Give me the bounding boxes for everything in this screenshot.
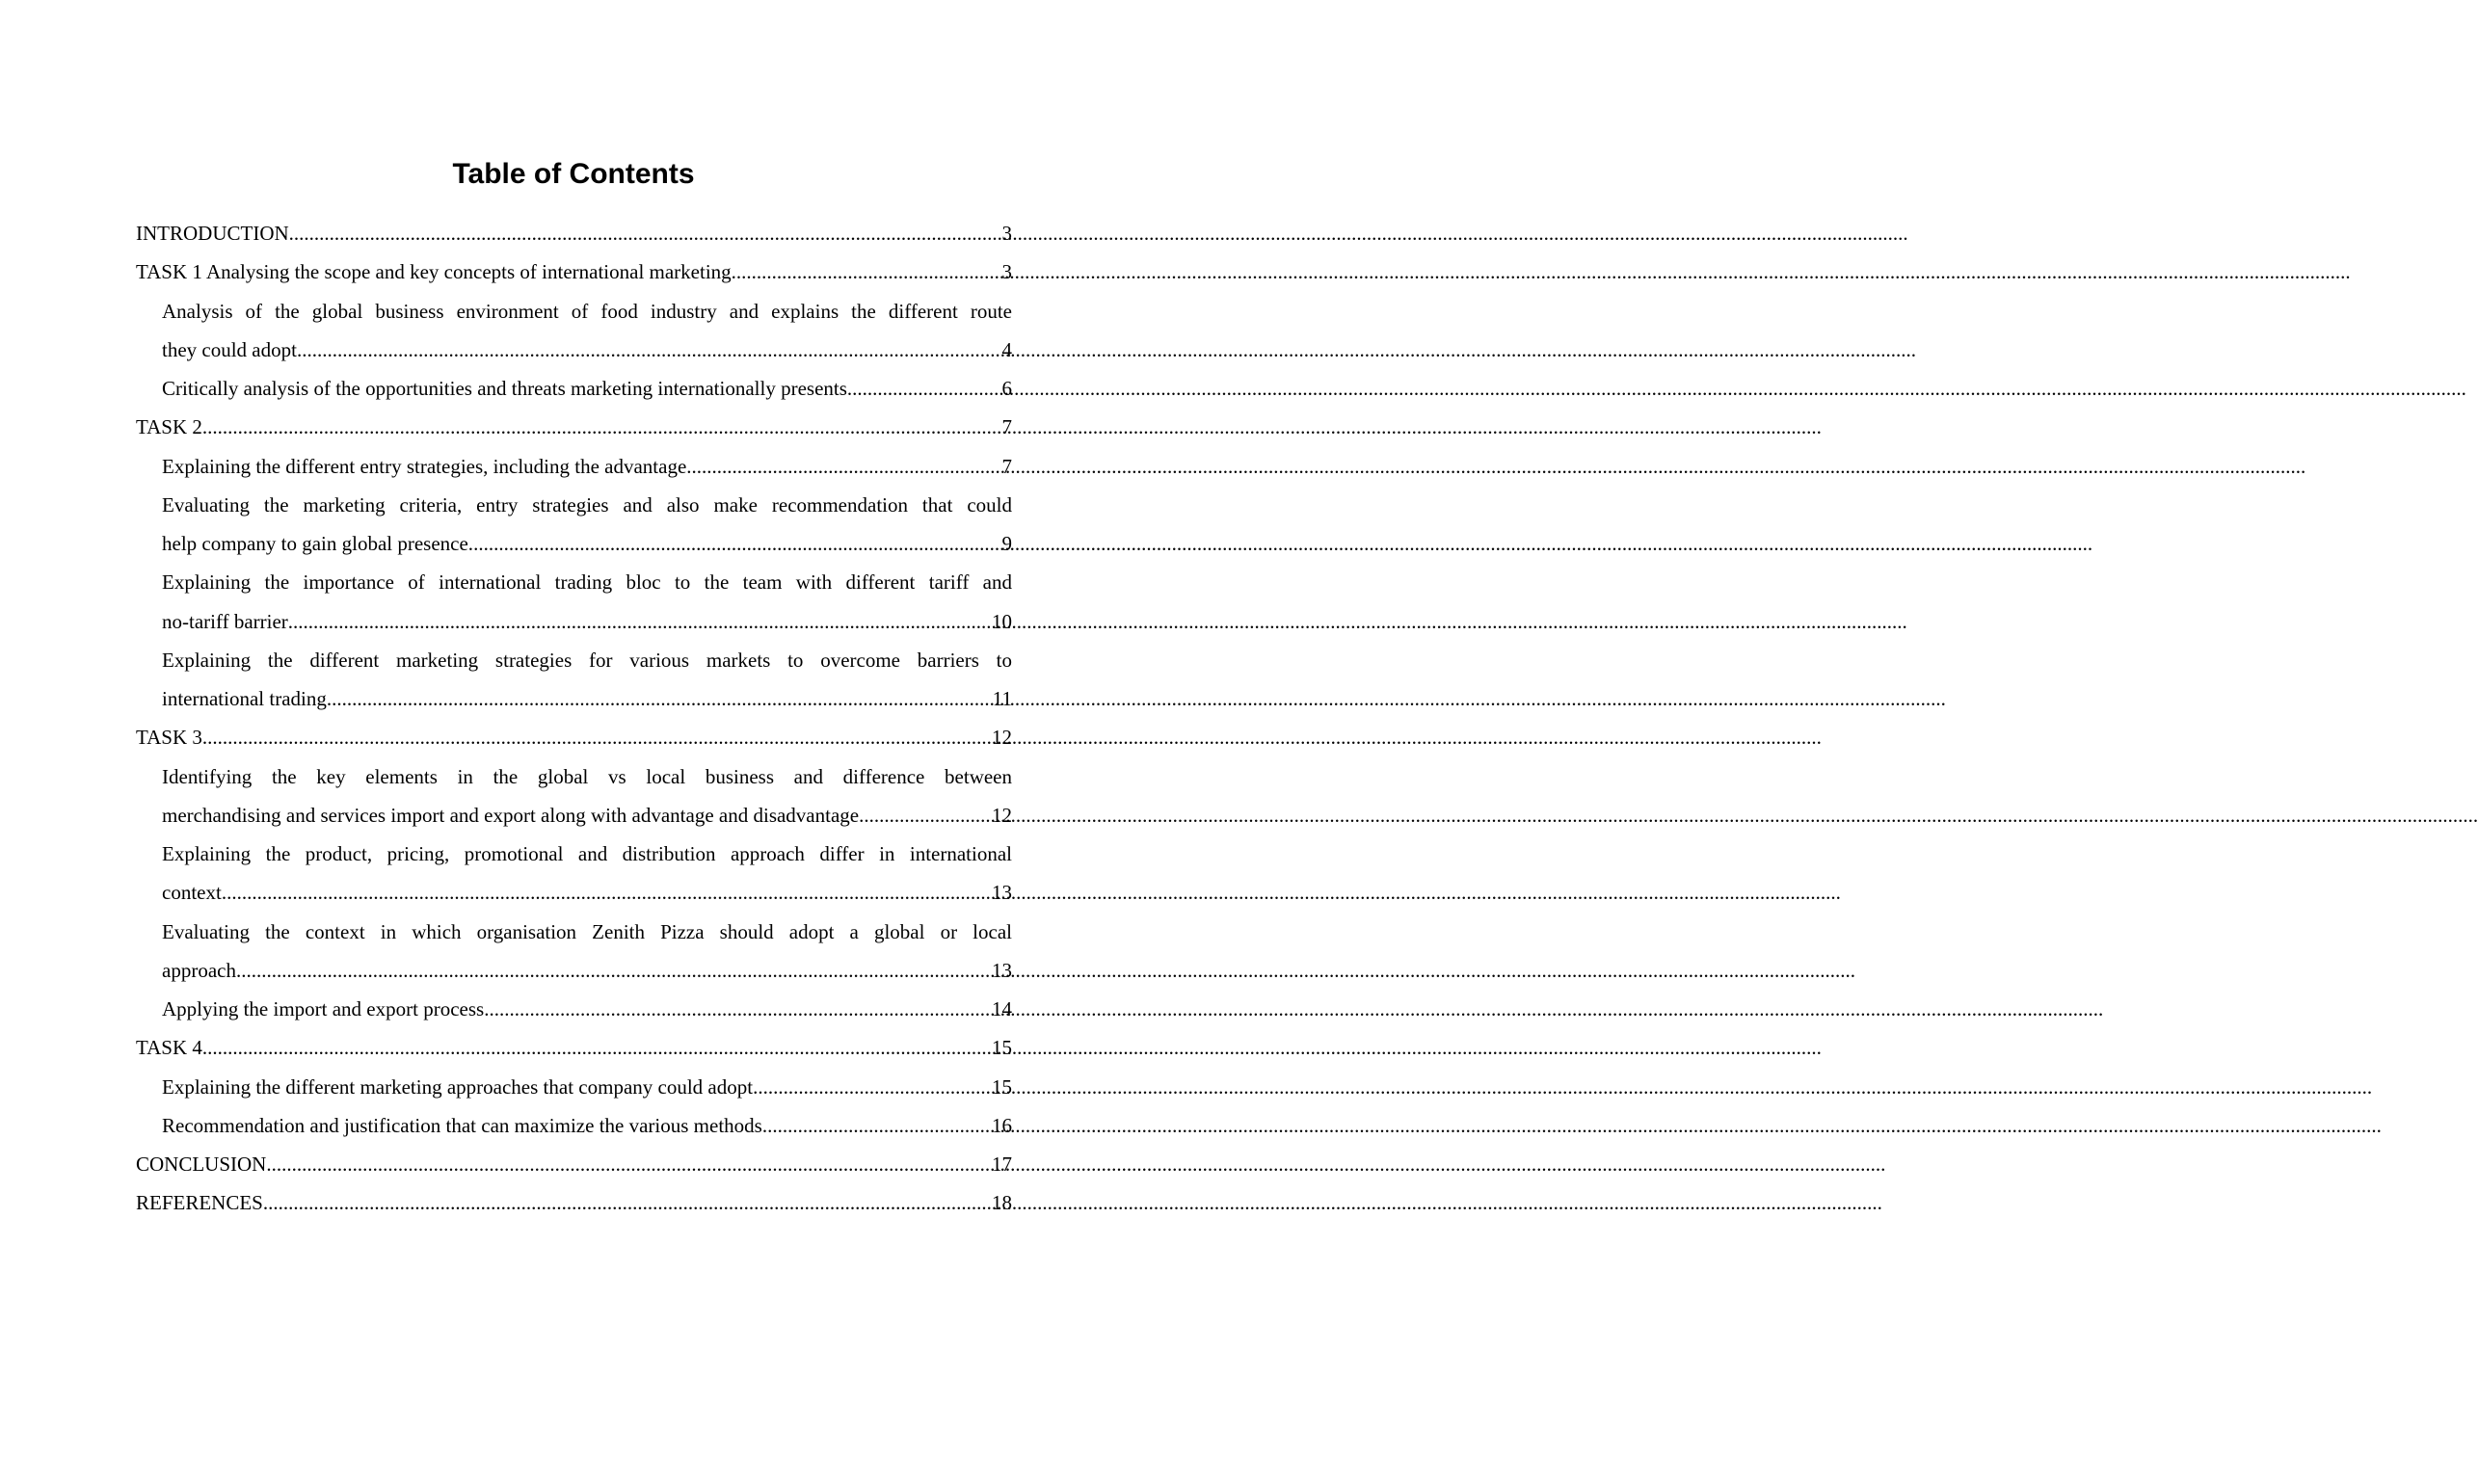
toc-page-number: 4 bbox=[1001, 337, 1012, 361]
toc-entry-text: context bbox=[162, 881, 222, 905]
toc-entry-text-line-1: Evaluating the context in which organisation Zenith Pizza should adopt a global or local bbox=[162, 919, 1012, 943]
dot-leader bbox=[202, 408, 1002, 446]
dot-leader bbox=[327, 679, 993, 718]
toc-entry-text: no-tariff barrier bbox=[162, 609, 288, 633]
toc-page-number: 13 bbox=[992, 881, 1012, 905]
dot-leader bbox=[859, 796, 992, 835]
toc-entry-text: approach bbox=[162, 958, 236, 982]
toc-entry-text: international trading bbox=[162, 687, 327, 710]
dot-leader bbox=[686, 447, 1001, 486]
toc-entry-zenith-pizza[interactable] bbox=[162, 913, 1012, 991]
toc-entry-text: help company to gain global presence. bbox=[162, 532, 474, 555]
toc-entry-marketing-strategies[interactable] bbox=[162, 641, 1012, 719]
dot-leader bbox=[222, 873, 992, 912]
toc-entry-conclusion[interactable] bbox=[136, 1145, 1012, 1183]
toc-entry-marketing-approaches[interactable] bbox=[162, 1068, 1012, 1106]
toc-entry-text: TASK 2 bbox=[136, 415, 202, 439]
toc-entry-task-1[interactable] bbox=[136, 252, 1012, 291]
toc-entry-introduction[interactable] bbox=[136, 214, 1012, 252]
toc-entry-text-line-1: Evaluating the marketing criteria, entry strategies and also make recommendation that could bbox=[162, 492, 1012, 517]
toc-title: Table of Contents bbox=[452, 158, 695, 190]
toc-page-number: 9 bbox=[1001, 532, 1012, 555]
toc-page-number: 6 bbox=[1001, 377, 1012, 400]
toc-page-number: 3 bbox=[1001, 260, 1012, 284]
toc-page-number: 17 bbox=[992, 1153, 1012, 1176]
dot-leader bbox=[753, 1068, 992, 1106]
table-of-contents bbox=[136, 214, 1012, 1223]
toc-entry-text: TASK 3 bbox=[136, 726, 202, 750]
toc-entry-import-export[interactable] bbox=[162, 990, 1012, 1028]
toc-entry-text-line-1: Explaining the different marketing strategies for various markets to overcome barriers to bbox=[162, 648, 1012, 672]
toc-entry-global-business-environment[interactable] bbox=[162, 292, 1012, 370]
dot-leader bbox=[288, 602, 992, 641]
toc-page-number: 18 bbox=[992, 1191, 1012, 1215]
toc-page-number: 12 bbox=[992, 803, 1012, 827]
toc-page-number: 15 bbox=[992, 1074, 1012, 1099]
toc-entry-product-pricing[interactable] bbox=[162, 835, 1012, 913]
document-page bbox=[0, 0, 1147, 1484]
toc-entry-references[interactable] bbox=[136, 1183, 1012, 1222]
dot-leader bbox=[762, 1106, 992, 1145]
dot-leader bbox=[202, 1028, 992, 1067]
toc-entry-text: merchandising and services import and export along with advantage and disadvantage bbox=[162, 803, 860, 827]
toc-entry-text-line-1: Analysis of the global business environment of food industry and explains the different route bbox=[162, 299, 1012, 323]
toc-entry-entry-strategies[interactable] bbox=[162, 447, 1012, 486]
toc-entry-text: they could adopt bbox=[162, 337, 297, 361]
toc-entry-marketing-criteria[interactable] bbox=[162, 486, 1012, 564]
dot-leader bbox=[236, 951, 992, 990]
dot-leader bbox=[297, 331, 1002, 369]
dot-leader bbox=[266, 1145, 992, 1183]
dot-leader bbox=[202, 718, 992, 756]
toc-entry-task-3[interactable] bbox=[136, 718, 1012, 756]
toc-entry-trading-bloc[interactable] bbox=[162, 563, 1012, 641]
toc-page-number: 12 bbox=[992, 726, 1012, 750]
toc-page-number: 3 bbox=[1001, 222, 1012, 245]
dot-leader bbox=[473, 524, 1001, 563]
toc-entry-text: Applying the import and export process bbox=[162, 997, 485, 1020]
toc-page-number: 7 bbox=[1001, 454, 1012, 478]
toc-entry-text: Recommendation and justification that can maximize the various methods bbox=[162, 1113, 762, 1137]
toc-entry-text-line-1: Explaining the product, pricing, promotional and distribution approach differ in international bbox=[162, 842, 1012, 865]
toc-entry-text: TASK 1 Analysing the scope and key concepts of international marketing bbox=[136, 260, 732, 284]
toc-entry-text: Explaining the different marketing approaches that company could adopt bbox=[162, 1074, 754, 1099]
toc-page-number: 14 bbox=[992, 997, 1012, 1020]
dot-leader bbox=[289, 214, 1002, 252]
toc-entry-opportunities-threats[interactable] bbox=[162, 369, 1012, 408]
toc-entry-text-line-1: Explaining the importance of international trading bloc to the team with different tariff and bbox=[162, 570, 1012, 595]
toc-entry-text-line-1: Identifying the key elements in the global vs local business and difference between bbox=[162, 764, 1012, 788]
toc-entry-text: TASK 4 bbox=[136, 1036, 202, 1060]
toc-page-number: 10 bbox=[992, 609, 1012, 633]
toc-entry-text: Explaining the different entry strategies, including the advantage bbox=[162, 454, 687, 478]
toc-page-number: 11 bbox=[992, 687, 1012, 710]
dot-leader bbox=[263, 1183, 992, 1222]
toc-page-number: 13 bbox=[992, 958, 1012, 982]
toc-entry-text: Critically analysis of the opportunities and threats marketing internationally presents bbox=[162, 377, 847, 400]
toc-entry-task-2[interactable] bbox=[136, 408, 1012, 446]
toc-page-number: 7 bbox=[1001, 415, 1012, 439]
dot-leader bbox=[484, 990, 992, 1028]
toc-entry-text: INTRODUCTION bbox=[136, 222, 289, 245]
dot-leader bbox=[847, 369, 1002, 408]
toc-page-number: 16 bbox=[992, 1113, 1012, 1137]
dot-leader bbox=[732, 252, 1002, 291]
toc-entry-text: CONCLUSION bbox=[136, 1153, 267, 1176]
toc-entry-recommendation[interactable] bbox=[162, 1106, 1012, 1145]
toc-page-number: 15 bbox=[992, 1036, 1012, 1060]
toc-entry-text: REFERENCES bbox=[136, 1191, 263, 1215]
toc-entry-global-vs-local[interactable] bbox=[162, 757, 1012, 835]
toc-entry-task-4[interactable] bbox=[136, 1028, 1012, 1067]
